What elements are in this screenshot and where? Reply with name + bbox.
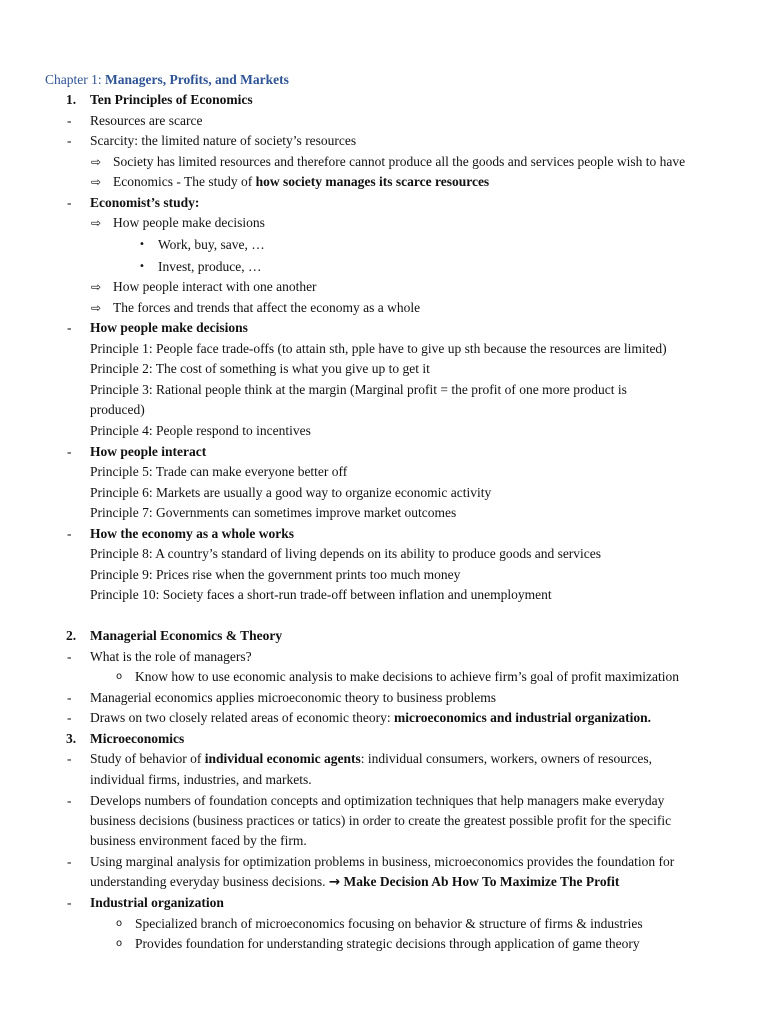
right-arrow-icon: → [328,874,341,890]
arrow-icon: ⇨ [91,301,102,315]
document-page: Chapter 1: Managers, Profits, and Markets 1. Ten Principles of Economics - Resources are scarce - Scarcity: the limited nature of society’s resources ⇨ Society has limited resources and therefore cannot produce all the goods and services people wish to have ⇨ Economics - The study of how society manages its scarce resources - Economist’s study: ⇨ How people make decisions • Work, buy, save, … • Invest, produce, … ⇨ How people interact with one another ⇨ The forces and trends that affect the economy as a whole - How people make decisions Principle 1: People face trade-offs (to attain sth, pple have to give up sth because the resources are limited) Principle 2: The cost of something is what you give up to get it Principle 3: Rational people think at the margin (Marginal profit = the profit of one more product is produced) Principle 4: People respond to incentives - How people interact Principle 5: Trade can make everyone better off Principle 6: Markets are usually a good way to organize economic activity Principle 7: Governments can sometimes improve market outcomes - How the economy as a whole works Principle 8: A country’s standard of living depends on its ability to produce goods and services Principle 9: Prices rise when the government prints too much money Principle 10: Society faces a short-run trade-off between inflation and unemployment 2. Managerial Economics & Theory - What is the role of managers? o Know how to use economic analysis to make decisions to achieve firm’s goal of profit maximization - Managerial economics applies microeconomic theory to business problems - Draws on two closely related areas of economic theory: microeconomics and industrial organization. 3. Microeconomics - Study of behavior of individual economic agents: individual consumers, workers, owners of resources, individual firms, industries, and markets. - Develops numbers of foundation concepts and optimization techniques that help managers make everyday business decisions (business practices or tatics) in order to create the greatest possible profit for the specific business environment faced by the firm. - Using marginal analysis for optimization problems in business, microeconomics provides the foundation for understanding everyday business decisions. → Make Decision Ab How To Maximize The Profit - Industrial organization o Specialized branch of microeconomics focusing on behavior & structure of firms & industries o Provides foundation for understanding strategic decisions through application of game theory [0,0,768,1024]
bullet-icon: • [139,261,145,272]
arrow-icon: ⇨ [91,280,102,294]
arrow-icon: ⇨ [91,175,102,189]
bullet-icon: • [139,239,145,250]
circle-bullet-icon: o [116,918,123,929]
chapter-title: Chapter 1: Managers, Profits, and Markets [45,72,289,87]
arrow-icon: ⇨ [91,155,102,169]
circle-bullet-icon: o [116,671,123,682]
circle-bullet-icon: o [116,938,123,949]
arrow-icon: ⇨ [91,216,102,230]
